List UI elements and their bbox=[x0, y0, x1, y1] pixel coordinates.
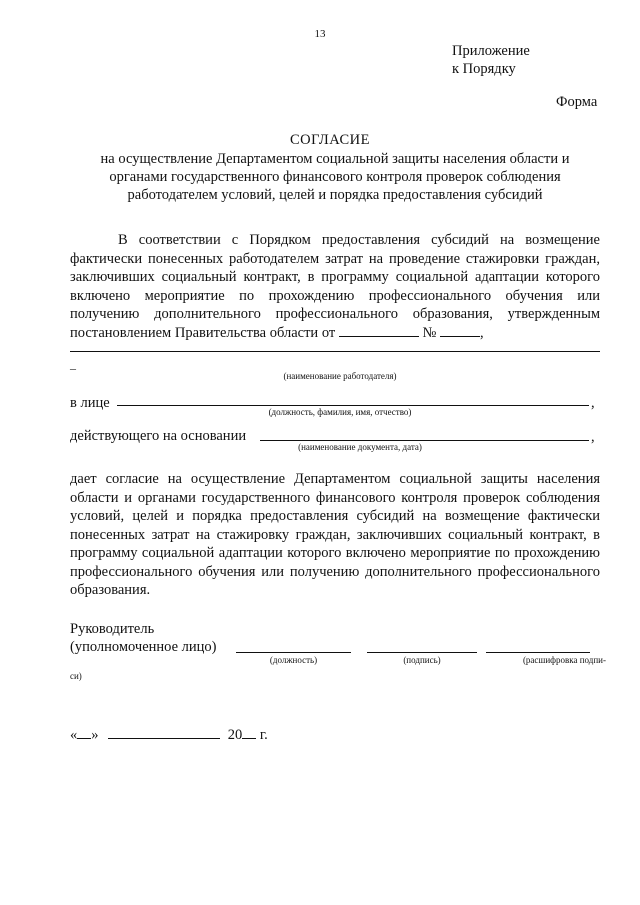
date-line bbox=[70, 726, 268, 744]
person-comma: , bbox=[591, 395, 595, 411]
authorized-person-label: (уполномоченное лицо) bbox=[70, 639, 217, 655]
month-blank[interactable] bbox=[108, 726, 220, 739]
quote-open: « bbox=[70, 727, 78, 743]
document-title: СОГЛАСИЕ bbox=[289, 132, 371, 148]
head-label: Руководитель bbox=[70, 621, 155, 637]
decree-date-blank[interactable] bbox=[339, 324, 419, 337]
appendix-line-2: к Порядку bbox=[452, 61, 516, 77]
form-label: Форма bbox=[556, 94, 598, 110]
signature-line[interactable] bbox=[367, 652, 477, 653]
decoding-line[interactable] bbox=[486, 652, 590, 653]
employer-dash: – bbox=[70, 361, 76, 375]
intro-paragraph-text: В соответствии с Порядком предоставления субсидий на возмещение фактически понесенных работодателем затрат на проведение стажировки граждан, заключивших социальный контракт, в программу социальной адаптации которого включено мероприятие по прохождению профессионального обучения или получению дополнительного профессионального образования, утвержденным постановлением Правительства области от bbox=[70, 232, 600, 341]
employer-name-line[interactable] bbox=[70, 351, 600, 352]
year-suffix: г. bbox=[259, 727, 268, 743]
quote-close: » bbox=[91, 727, 99, 743]
comma: , bbox=[479, 324, 484, 341]
basis-comma: , bbox=[591, 429, 595, 445]
signature-caption: (подпись) bbox=[403, 655, 441, 665]
day-blank[interactable] bbox=[77, 726, 91, 739]
document-subtitle: на осуществление Департаментом социальной защиты населения области и органами государственного финансового контроля проверок соблюдения работодателем условий, целей и порядка предоставления субсидий bbox=[100, 151, 570, 203]
basis-caption: (наименование документа, дата) bbox=[298, 442, 422, 452]
person-line[interactable] bbox=[117, 405, 589, 406]
year-prefix: 20 bbox=[227, 727, 243, 743]
basis-line[interactable] bbox=[260, 440, 589, 441]
page-number: 13 bbox=[314, 28, 326, 40]
person-caption: (должность, фамилия, имя, отчество) bbox=[268, 407, 412, 417]
position-line[interactable] bbox=[236, 652, 351, 653]
person-label: в лице bbox=[70, 395, 110, 411]
consent-paragraph: дает согласие на осуществление Департаментом социальной защиты населения области и органами государственного финансового контроля проверок соблюдения условий, целей и порядка предоставления субсидий на возмещение фактически понесенных затрат на стажировку граждан, заключивших социальный контракт, в программу социальной адаптации которого включено мероприятие по прохождению профессионального обучения или получению дополнительного профессионального образования. bbox=[70, 471, 600, 598]
position-caption: (должность) bbox=[269, 655, 318, 665]
decree-number-blank[interactable] bbox=[440, 324, 480, 337]
decoding-caption-continued: си) bbox=[70, 671, 82, 681]
number-sign: № bbox=[422, 324, 437, 341]
intro-paragraph bbox=[70, 231, 600, 342]
employer-caption: (наименование работодателя) bbox=[283, 371, 397, 381]
appendix-heading bbox=[452, 42, 530, 78]
appendix-line-1: Приложение bbox=[452, 43, 530, 59]
year-blank[interactable] bbox=[242, 726, 256, 739]
basis-label: действующего на основании bbox=[70, 428, 247, 444]
decoding-caption: (расшифровка подпи- bbox=[522, 655, 606, 665]
